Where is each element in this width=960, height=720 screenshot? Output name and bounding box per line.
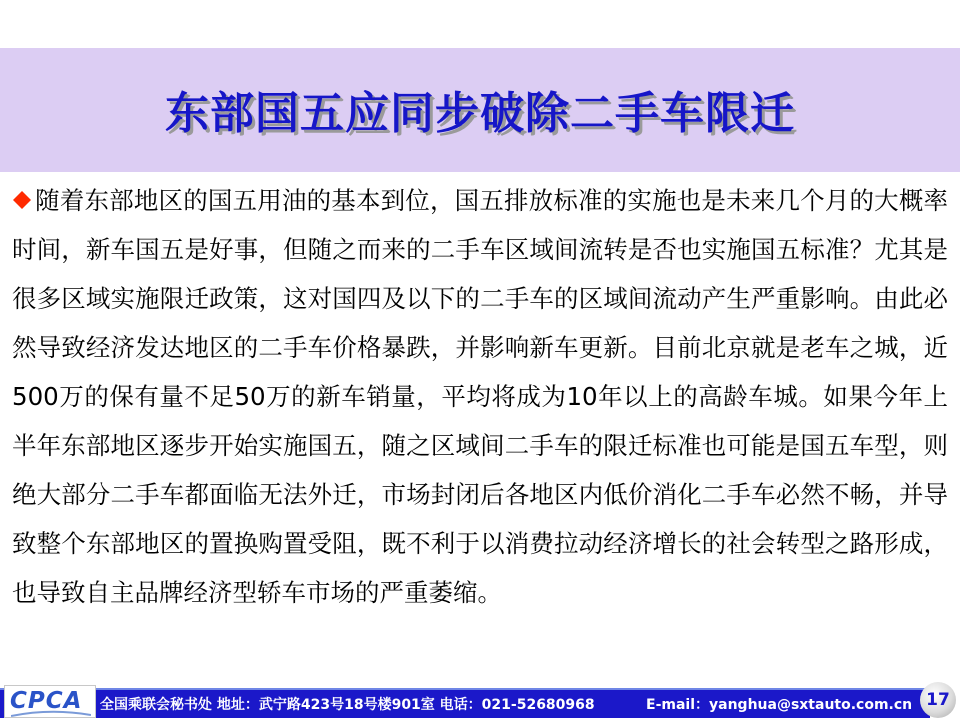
cpca-logo	[4, 685, 96, 718]
body-paragraph	[12, 176, 948, 617]
logo-swoosh-icon	[11, 710, 91, 718]
slide-title: 东部国五应同步破除二手车限迁	[165, 88, 795, 139]
footer	[0, 682, 960, 720]
footer-email: E-mail：yanghua@sxtauto.com.cn	[646, 697, 913, 713]
body-text: 随着东部地区的国五用油的基本到位，国五排放标准的实施也是未来几个月的大概率时间，新车国五是好事，但随之而来的二手车区域间流转是否也实施国五标准？尤其是很多区域实施限迁政策，这对国四及以下的二手车的区域间流动产生严重影响。由此必然导致经济发达地区的二手车价格暴跌，并影响新车更新。目前北京就是老车之城，近500万的保有量不足50万的新车销量，平均将成为10年以上的高龄车城。如果今年上半年东部地区逐步开始实施国五，随之区域间二手车的限迁标准也可能是国五车型，则绝大部分二手车都面临无法外迁，市场封闭后各地区内低价消化二手车必然不畅，并导致整个东部地区的置换购置受阻，既不利于以消费拉动经济增长的社会转型之路形成，也导致自主品牌经济型轿车市场的严重萎缩。	[12, 186, 948, 607]
footer-contact-info: 全国乘联会秘书处 地址：武宁路423号18号楼901室 电话：021-52680968	[100, 697, 595, 713]
logo-text: CPCA	[10, 688, 83, 714]
page-number: 17	[920, 682, 956, 718]
diamond-bullet-icon	[12, 190, 32, 210]
